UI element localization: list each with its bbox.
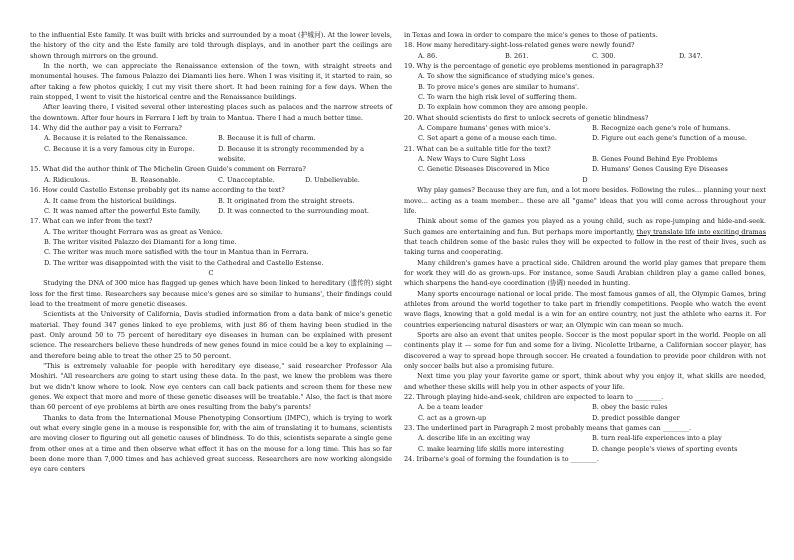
option-c[interactable]: C. To warn the high risk level of suffering them. (418, 93, 577, 102)
option-b[interactable]: B. Genes Found Behind Eye Problems (592, 155, 718, 164)
option-c[interactable]: C. Unacceptable. (218, 175, 275, 184)
question-stem: 18. How many hereditary-sight-loss-related genes were newly found? (404, 41, 635, 50)
option-b[interactable]: B. obey the basic rules (592, 403, 668, 412)
passage-d-paragraph: Think about some of the games you played as a young child, such as rope-jumping and hide-and-seek. Such games are entertaining and fun. But perhaps more importantly, they translate life into exciting dramas that teach children some of the basic rules they will be expected to follow in the rest of their lives, such as taking turns and cooperating. (404, 217, 766, 257)
passage-d-paragraph: Next time you play your favorite game or sport, think about why you enjoy it, what skills are needed, and whether these skills will help you in other aspects of your life. (404, 372, 766, 391)
question-15 (30, 164, 392, 185)
section-heading-d: D (582, 175, 588, 184)
option-a[interactable]: A. To show the significance of studying mice's genes. (418, 72, 595, 81)
question-stem: 24. Iribarne's goal of forming the foundation is to ________. (404, 455, 599, 464)
option-b[interactable]: B. 261. (505, 51, 529, 60)
passage-b-paragraph: After leaving there, I visited several other interesting places such as palaces and the narrow streets of the downtown. After four hours in Ferrara I left by train to Mantua. There I had a much better time. (30, 103, 392, 122)
option-d[interactable]: D. It was connected to the surrounding moat. (218, 206, 369, 215)
question-20 (404, 113, 766, 144)
option-c[interactable]: C. Genetic Diseases Discovered in Mice (418, 165, 550, 174)
option-d[interactable]: D. 347. (679, 51, 703, 60)
underlined-phrase: they translate life into exciting dramas (636, 227, 766, 236)
option-a[interactable]: A. be a team leader (418, 403, 483, 412)
option-b[interactable]: B. turn real-life experiences into a play (592, 434, 722, 443)
option-c[interactable]: C. The writer was much more satisfied with the tour in Mantua than in Ferrara. (44, 248, 309, 257)
question-stem: 14. Why did the author pay a visit to Ferrara? (30, 124, 182, 133)
option-d[interactable]: D. To explain how common they are among people. (418, 103, 588, 112)
option-b[interactable]: B. To prove mice's genes are similar to humans'. (418, 82, 580, 91)
passage-b-paragraph: to the influential Este family. It was built with bricks and surrounded by a moat (护城河). At the lower levels, the history of the city and the Este family are told through displays, and in another part the ceilings are shown through mirrors on the ground. (30, 31, 392, 60)
option-b[interactable]: B. The writer visited Palazzo dei Diamanti for a long time. (44, 237, 237, 246)
question-stem: 21. What can be a suitable title for the text? (404, 144, 551, 153)
option-d[interactable]: D. Because it is strongly recommended by a website. (218, 144, 364, 164)
passage-b-paragraph: In the north, we can appreciate the Renaissance extension of the town, with straight streets and monumental houses. The famous Palazzo dei Diamanti lies here. When I was visiting it, it started to rain, so after taking a few photos quickly, I cut my visit there short. It had been raining for a few days. When the rain stopped, I went to visit the historical centre and the Renaissance buildings. (30, 62, 392, 102)
option-d[interactable]: D. predict possible danger (592, 413, 680, 422)
question-21 (404, 144, 766, 175)
question-stem: 23. The underlined part in Paragraph 2 most probably means that games can ________. (404, 424, 692, 433)
question-stem: 16. How could Castello Estense probably get its name according to the text? (30, 186, 285, 195)
question-18 (404, 40, 766, 61)
option-a[interactable]: A. New Ways to Cure Sight Loss (418, 155, 526, 164)
option-a[interactable]: A. 86. (418, 51, 438, 60)
option-d[interactable]: D. change people's views of sporting events (592, 444, 738, 453)
passage-d-paragraph: Why play games? Because they are fun, and a lot more besides. Following the rules... planning your next move... acting as a team member... these are all "game" ideas that you will come across throughout your life. (404, 186, 766, 215)
question-22 (404, 392, 766, 423)
question-stem: 17. What can we infer from the text? (30, 217, 153, 226)
passage-c-paragraph: in Texas and Iowa in order to compare the mice's genes to those of patients. (404, 31, 658, 39)
option-a[interactable]: A. Ridiculous. (44, 175, 90, 184)
option-d[interactable]: D. The writer was disappointed with the visit to the Cathedral and Castello Estense. (44, 258, 324, 267)
question-19 (404, 61, 766, 113)
question-stem: 15. What did the author think of The Michelin Green Guide's comment on Ferrara? (30, 165, 306, 174)
option-a[interactable]: A. describe life in an exciting way (418, 434, 531, 443)
option-c[interactable]: C. 300. (592, 51, 616, 60)
option-c[interactable]: C. It was named after the powerful Este family. (44, 206, 201, 215)
option-a[interactable]: A. Because it is related to the Renaissance. (44, 134, 188, 143)
question-stem: 20. What should scientists do first to unlock secrets of genetic blindness? (404, 113, 649, 122)
section-heading-c: C (208, 268, 214, 277)
question-23 (404, 423, 766, 454)
option-c[interactable]: C. Because it is a very famous city in Europe. (44, 144, 195, 153)
option-d[interactable]: D. Figure out each gene's function of a mouse. (592, 134, 747, 143)
passage-c-paragraph: Thanks to data from the International Mouse Phenotyping Consortium (IMPC), which is trying to work out what every single gene in a mouse is responsible for, with the aim of translating it to humans, scientists are moving closer to figuring out all genetic causes of blindness. To do this, scientists separate a single gene from other ones at a time and then observe what effect it has on the mouse for a long time. This has so far been done more than 7,000 times and has achieved great success. Researchers are now working alongside eye care centers (30, 413, 392, 474)
option-a[interactable]: A. Compare humans' genes with mice's. (418, 124, 551, 133)
option-c[interactable]: C. Set apart a gene of a mouse each time. (418, 134, 557, 143)
question-24 (404, 454, 766, 464)
passage-d-paragraph: Sports are also an event that unites people. Soccer is the most popular sport in the world. People on all continents play it — some for fun and some for a living. Nicolette Iribarne, a Californian soccer player, has discovered a way to spread hope through soccer. He created a foundation to provide poor children with not only soccer balls but also a promising future. (404, 330, 766, 370)
question-17 (30, 216, 392, 268)
question-stem: 19. Why is the percentage of genetic eye problems mentioned in paragraph3? (404, 62, 664, 71)
option-a[interactable]: A. It came from the historical buildings. (44, 196, 177, 205)
passage-d-paragraph: Many sports encourage national or local pride. The most famous games of all, the Olympic Games, bring athletes from around the world together to take part in friendly competitions. People who watch the event wave flags, knowing that a gold medal is a win for an entire country, not just the athlete who earns it. For countries experiencing natural disasters or war, an Olympic win can mean so much. (404, 289, 766, 329)
right-column (404, 30, 766, 464)
passage-c-paragraph: Studying the DNA of 300 mice has flagged up genes which have been linked to hereditary (遗传的) sight loss for the first time. Researchers say because mice's genes are so similar to humans', their findings could lead to the treatment of more genetic diseases. (30, 279, 392, 308)
option-a[interactable]: A. The writer thought Ferrara was as great as Venice. (44, 227, 223, 236)
option-d[interactable]: D. Humans' Genes Causing Eye Diseases (592, 165, 728, 174)
question-16 (30, 185, 392, 216)
option-b[interactable]: B. It originated from the straight streets. (218, 196, 355, 205)
option-c[interactable]: C. make learning life skills more interesting (418, 444, 564, 453)
question-stem: 22. Through playing hide-and-seek, children are expected to learn to ________. (404, 393, 664, 402)
option-c[interactable]: C. act as a grown-up (418, 413, 487, 422)
option-b[interactable]: B. Because it is full of charm. (218, 134, 316, 143)
left-column (30, 30, 392, 475)
option-b[interactable]: B. Reasonable. (131, 175, 181, 184)
option-b[interactable]: B. Recognize each gene's role of humans. (592, 124, 731, 133)
option-d[interactable]: D. Unbelievable. (305, 175, 360, 184)
passage-c-paragraph: Scientists at the University of California, Davis studied information from a data bank of mice's genetic material. They found 347 genes linked to eye problems, with just 86 of them having been studied in the past. Only around 50 to 75 percent of hereditary eye diseases in human can be explained with present science. The researchers believe these hundreds of new genes found in mice could be a key to explaining — and therefore being able to treat the other 25 to 50 percent. (30, 310, 392, 360)
question-14 (30, 123, 392, 164)
passage-d-paragraph: Many children's games have a practical side. Children around the world play games that prepare them for work they will do as grown-ups. For instance, some Saudi Arabian children play a game called bones, which sharpens the hand-eye coordination (协调) needed in hunting. (404, 258, 766, 288)
passage-c-paragraph: "This is extremely valuable for people with hereditary eye disease," said researcher Professor Ala Moshiri. "All researchers are going to start using these data. In the past, we knew the problem was there but we didn't know where to look. Now eye centers can call back patients and screen them for these new genes. We expect that more and more of these genetic diseases will be treatable." Also, the fact is that more than 60 percent of eye problems at birth are ones resulting from the baby's parents! (30, 362, 392, 412)
